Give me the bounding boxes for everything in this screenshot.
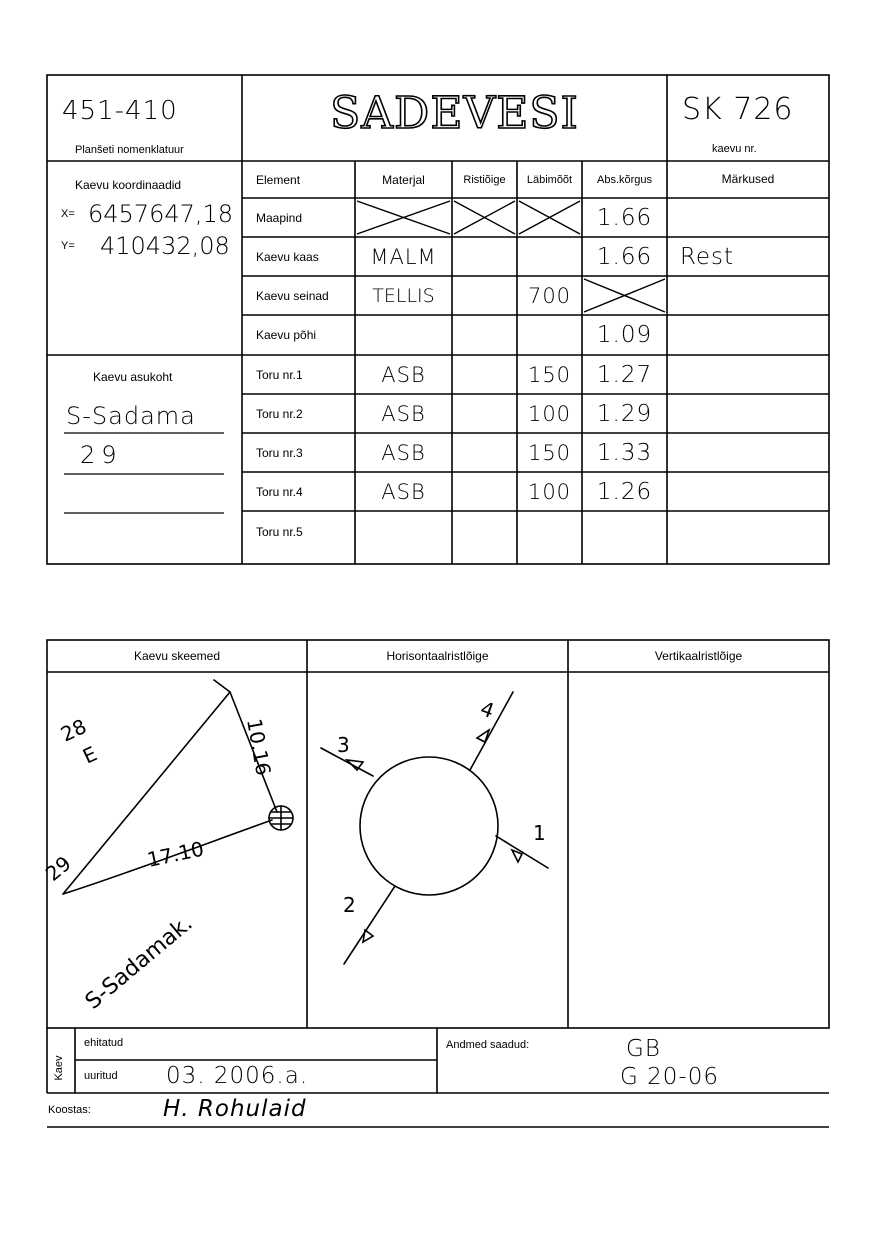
table-row-height: 1.66 bbox=[596, 243, 653, 270]
x-label: X= bbox=[61, 208, 75, 220]
table-row-element: Toru nr.1 bbox=[256, 367, 303, 382]
sketch-label-1710: 17.10 bbox=[145, 836, 207, 872]
surveyed-label: uuritud bbox=[84, 1070, 118, 1082]
table-row-material: ASB bbox=[381, 362, 426, 387]
table-row-element: Toru nr.2 bbox=[256, 406, 303, 421]
col-header-diameter: Läbimõõt bbox=[526, 173, 573, 186]
x-value: 6457647,18 bbox=[88, 200, 234, 228]
nomenclature-value: 451-410 bbox=[62, 96, 178, 126]
table-row-material: ASB bbox=[381, 440, 426, 465]
table-row-material: ASB bbox=[381, 401, 426, 426]
table-row-diameter: 700 bbox=[527, 283, 572, 308]
panel-title-sketch: Kaevu skeemed bbox=[133, 649, 221, 663]
table-row-element: Kaevu põhi bbox=[256, 328, 317, 342]
table-row-height: 1.27 bbox=[596, 361, 653, 388]
compiled-value: H. Rohulaid bbox=[163, 1096, 307, 1122]
data-source-label: Andmed saadud: bbox=[446, 1039, 530, 1051]
table-row-diameter: 150 bbox=[527, 440, 572, 465]
pipe-label-1: 1 bbox=[533, 821, 546, 845]
panel-title-vertical: Vertikaalristlõige bbox=[654, 649, 743, 663]
table-row-diameter: 100 bbox=[527, 401, 572, 426]
table-row-element: Toru nr.5 bbox=[256, 525, 303, 539]
page-title: SADEVESI bbox=[330, 88, 579, 139]
location-label: Kaevu asukoht bbox=[93, 370, 173, 384]
table-row-diameter: 100 bbox=[527, 479, 572, 504]
compiled-label: Koostas: bbox=[48, 1104, 91, 1116]
table-row-element: Toru nr.3 bbox=[256, 445, 303, 460]
table-row-material: MALM bbox=[370, 244, 437, 269]
sketch-street-label: S-Sadamak. bbox=[80, 910, 198, 1015]
panel-title-horizontal: Horisontaalristlõige bbox=[386, 649, 489, 663]
table-row-element: Toru nr.4 bbox=[256, 484, 303, 499]
pipe-label-2: 2 bbox=[343, 893, 356, 917]
y-label: Y= bbox=[61, 240, 75, 252]
pipe-label-4: 4 bbox=[477, 696, 498, 724]
table-row-height: 1.09 bbox=[596, 322, 653, 348]
table-row-height: 1.33 bbox=[596, 439, 653, 466]
well-number-label: kaevu nr. bbox=[712, 143, 757, 155]
nomenclature-label: Planšeti nomenklatuur bbox=[75, 144, 184, 156]
location-line1: S-Sadama bbox=[66, 402, 196, 430]
table-row-height: 1.26 bbox=[596, 478, 653, 505]
well-number-value: SK 726 bbox=[682, 92, 794, 127]
sketch-label-29: 29 bbox=[40, 851, 76, 886]
built-label: ehitatud bbox=[84, 1037, 124, 1049]
footer-side-label: Kaev bbox=[53, 1055, 65, 1081]
table-row-element: Kaevu seinad bbox=[256, 288, 329, 303]
table-row-material: TELLIS bbox=[372, 284, 435, 307]
sketch-label-1016: 10.16 bbox=[242, 716, 276, 778]
pipe-label-3: 3 bbox=[337, 733, 350, 757]
data-source-value-1: GB bbox=[626, 1036, 661, 1062]
table-row-material: ASB bbox=[381, 479, 426, 504]
surveyed-value: 03. 2006.a. bbox=[166, 1063, 309, 1089]
col-header-cross: Ristiõige bbox=[463, 173, 506, 186]
col-header-element: Element bbox=[256, 172, 301, 187]
sketch-label-e: E bbox=[78, 741, 101, 769]
sketch-label-28: 28 bbox=[56, 714, 91, 747]
table-row-diameter: 150 bbox=[527, 362, 572, 387]
data-source-value-2: G 20-06 bbox=[620, 1064, 719, 1090]
y-value: 410432,08 bbox=[100, 232, 230, 260]
table-row-element: Kaevu kaas bbox=[256, 249, 319, 264]
col-header-height: Abs.kõrgus bbox=[596, 173, 653, 186]
table-row-height: 1.29 bbox=[596, 400, 653, 427]
col-header-notes: Märkused bbox=[721, 172, 775, 186]
table-row-notes: Rest bbox=[679, 243, 735, 270]
location-line2: 29 bbox=[80, 441, 123, 469]
coordinates-label: Kaevu koordinaadid bbox=[75, 178, 182, 192]
col-header-material: Materjal bbox=[382, 172, 425, 187]
table-row-element: Maapind bbox=[256, 210, 303, 225]
table-row-height: 1.66 bbox=[596, 204, 653, 231]
